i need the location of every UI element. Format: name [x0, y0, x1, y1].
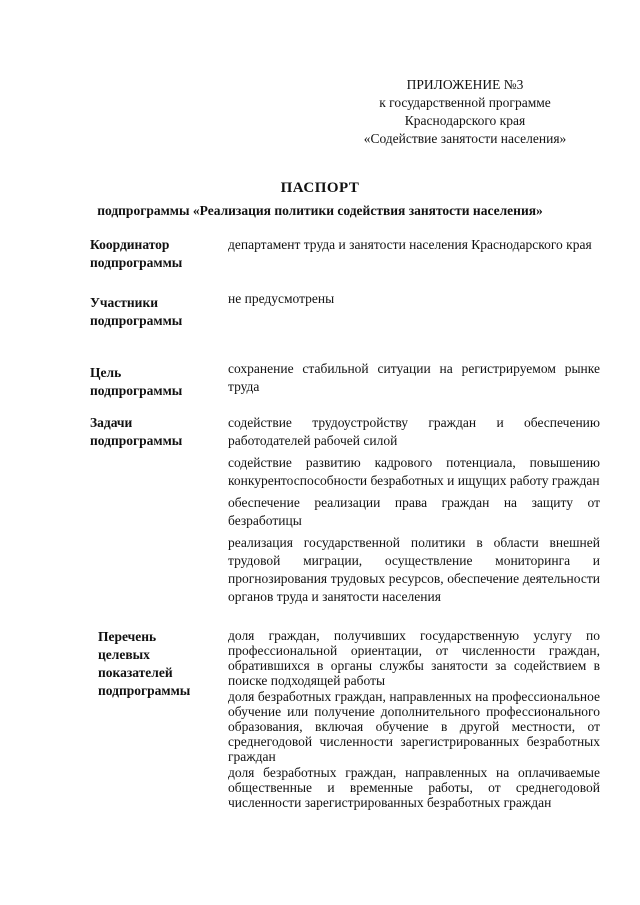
document-title: ПАСПОРТ [280, 180, 360, 196]
row-label [98, 628, 218, 700]
label-line: Цель [90, 365, 122, 380]
row-value [228, 236, 600, 258]
value-paragraph: доля безработных граждан, направленных на профессиональное обучение или получение дополнительного профессионального образования, включая обучение в другой местности, от среднегодовой численности зарегистрированных безработных граждан [228, 689, 600, 764]
row-value [228, 360, 600, 400]
appendix-program-ref: к государственной программе [379, 95, 551, 110]
row-value [228, 290, 600, 312]
row-label [90, 294, 210, 330]
label-line: Участники [90, 295, 159, 310]
value-paragraph: не предусмотрены [228, 291, 335, 306]
label-line: подпрограммы [90, 383, 183, 398]
appendix-header [340, 76, 590, 148]
value-paragraph: доля безработных граждан, направленных на оплачиваемые общественные и временные работы, от среднегодовой численности зарегистрированных безработных граждан [228, 765, 600, 810]
label-line: Задачи [90, 415, 133, 430]
row-value [228, 628, 600, 811]
row-label [90, 236, 210, 272]
appendix-number: ПРИЛОЖЕНИЕ №3 [406, 77, 524, 92]
label-line: Перечень [98, 629, 157, 644]
value-paragraph: обеспечение реализации права граждан на защиту от безработицы [228, 495, 600, 528]
label-line: подпрограммы [90, 433, 183, 448]
label-line: показателей [98, 665, 173, 680]
label-line: Координатор [90, 237, 170, 252]
value-paragraph: сохранение стабильной ситуации на регистрируемом рынке труда [228, 361, 600, 394]
row-value [228, 414, 600, 610]
label-line: целевых [98, 647, 150, 662]
value-paragraph: содействие развитию кадрового потенциала, повышению конкурентоспособности безработных и ищущих работу граждан [228, 455, 600, 488]
label-line: подпрограммы [90, 313, 183, 328]
appendix-program-name: «Содействие занятости населения» [363, 131, 567, 146]
value-paragraph: содействие трудоустройству граждан и обеспечению работодателей рабочей силой [228, 415, 600, 448]
document-subtitle: подпрограммы «Реализация политики содействия занятости населения» [97, 203, 543, 218]
label-line: подпрограммы [98, 683, 191, 698]
value-paragraph: реализация государственной политики в области внешней трудовой миграции, осуществление мониторинга и прогнозирования трудовых ресурсов, обеспечение деятельности органов труда и занятости населения [228, 535, 600, 604]
label-line: подпрограммы [90, 255, 183, 270]
appendix-region: Краснодарского края [404, 113, 526, 128]
row-label [90, 364, 210, 400]
value-paragraph: доля граждан, получивших государственную услугу по профессиональной ориентации, от численности граждан, обратившихся в органы службы занятости за содействием в поиске подходящей работы [228, 628, 600, 688]
row-label [90, 414, 210, 450]
value-paragraph: департамент труда и занятости населения Краснодарского края [228, 237, 592, 252]
